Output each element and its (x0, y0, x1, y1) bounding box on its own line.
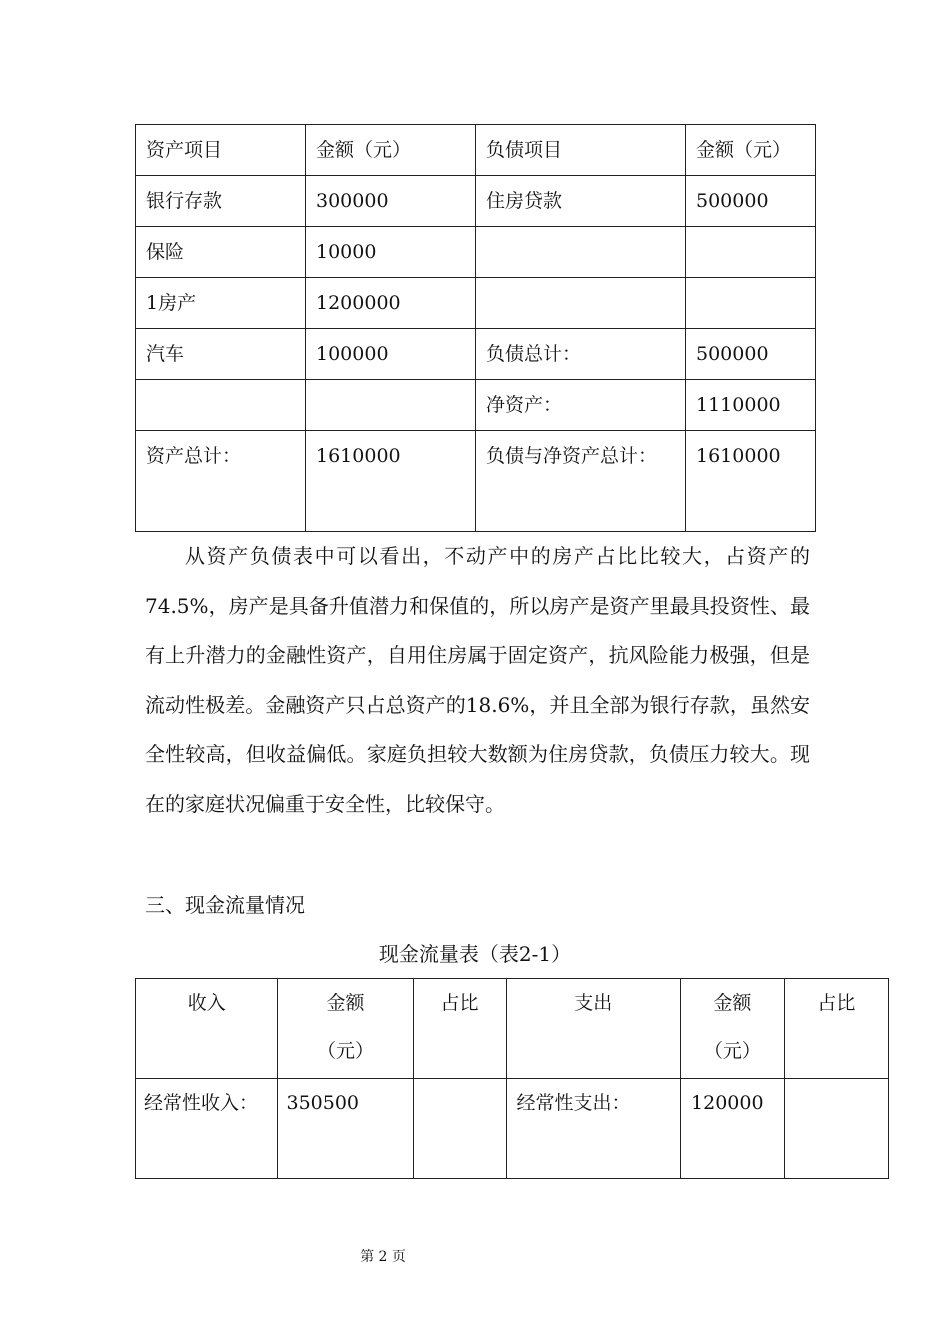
table-cell: 120000 (681, 1079, 785, 1179)
table-row (136, 176, 816, 227)
header-cell (278, 979, 413, 1079)
table-cell: 净资产： (476, 380, 686, 431)
table-cell: 1610000 (306, 431, 476, 532)
table-cell: 300000 (306, 176, 476, 227)
table-cell: 350500 (278, 1079, 413, 1179)
cash-flow-table (135, 978, 889, 1179)
table-cell: 100000 (306, 329, 476, 380)
regular-income-label: 经常性收入： (144, 1092, 259, 1114)
table-cell (476, 278, 686, 329)
table-cell: 500000 (686, 329, 816, 380)
header-cell: 金额（元） (686, 125, 816, 176)
table-cell (306, 380, 476, 431)
header-cell: 占比 (413, 979, 506, 1079)
table-cell: 1房产 (136, 278, 306, 329)
section-heading: 三、现金流量情况 (145, 893, 305, 917)
table-header-row (136, 125, 816, 176)
table-header-row (136, 979, 889, 1079)
table-cell (476, 227, 686, 278)
table-row (136, 1079, 889, 1179)
header-cell: 负债项目 (476, 125, 686, 176)
table-cell (136, 1079, 278, 1179)
table-row (136, 329, 816, 380)
table-cell: 资产总计： (136, 431, 306, 532)
header-cell-text: 金额（元） (316, 992, 374, 1062)
table-caption: 现金流量表（表2-1） (378, 942, 572, 966)
total-liabilities-equity-label: 负债与净资产总计： (486, 445, 658, 467)
table-row (136, 431, 816, 532)
table-cell: 保险 (136, 227, 306, 278)
table-cell: 汽车 (136, 329, 306, 380)
table-cell (686, 227, 816, 278)
header-cell: 占比 (784, 979, 888, 1079)
header-cell-text: 金额（元） (703, 992, 761, 1062)
header-cell: 金额（元） (306, 125, 476, 176)
table-cell (784, 1079, 888, 1179)
table-cell (136, 380, 306, 431)
table-cell: 经常性支出： (506, 1079, 681, 1179)
table-row (136, 227, 816, 278)
table-cell (686, 278, 816, 329)
table-cell: 500000 (686, 176, 816, 227)
table-cell: 1110000 (686, 380, 816, 431)
table-cell: 1610000 (686, 431, 816, 532)
page-number: 第 2 页 (360, 1249, 406, 1265)
table-row (136, 380, 816, 431)
header-cell: 支出 (506, 979, 681, 1079)
table-cell: 银行存款 (136, 176, 306, 227)
header-cell (681, 979, 785, 1079)
table-cell: 住房贷款 (476, 176, 686, 227)
analysis-paragraph (145, 532, 810, 829)
table-cell: 1200000 (306, 278, 476, 329)
balance-sheet-table (135, 124, 816, 532)
table-row (136, 278, 816, 329)
table-cell (413, 1079, 506, 1179)
table-cell: 负债总计： (476, 329, 686, 380)
paragraph-text: 从资产负债表中可以看出，不动产中的房产占比比较大，占资产的74.5%，房产是具备升值潜力和保值的，所以房产是资产里最具投资性、最有上升潜力的金融性资产，自用住房属于固定资产，抗风险能力极强，但是流动性极差。金融资产只占总资产的18.6%，并且全部为银行存款，虽然安全性较高，但收益偏低。家庭负担较大数额为住房贷款，负债压力较大。现在的家庭状况偏重于安全性，比较保守。 (145, 544, 810, 816)
table-cell: 10000 (306, 227, 476, 278)
header-cell: 收入 (136, 979, 278, 1079)
header-cell: 资产项目 (136, 125, 306, 176)
table-cell (476, 431, 686, 532)
